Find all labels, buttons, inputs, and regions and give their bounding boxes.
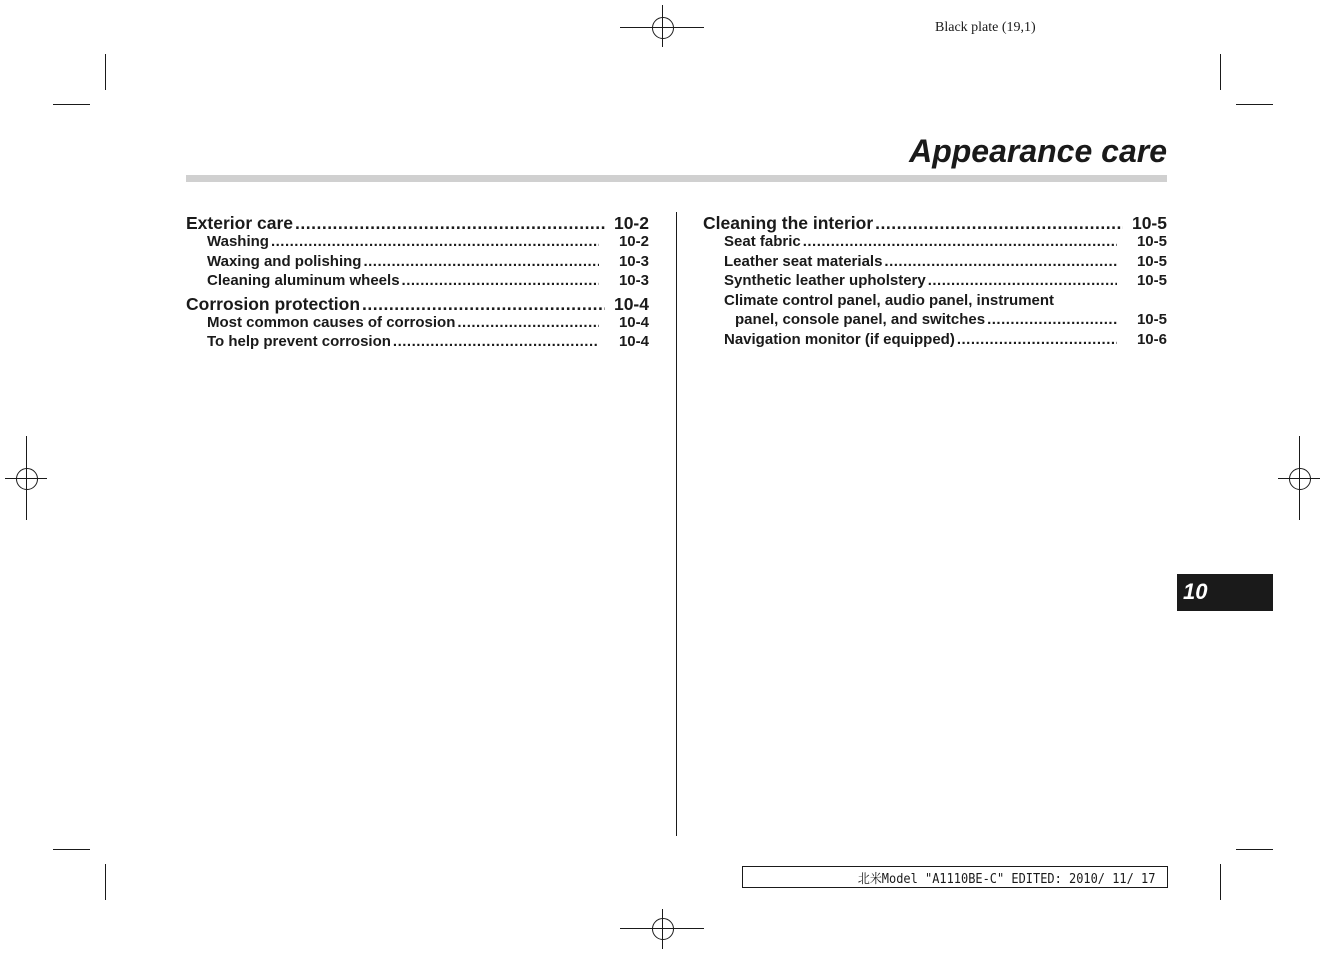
leader-dots — [362, 294, 605, 315]
toc-entry-page: 10-5 — [1136, 252, 1167, 270]
toc-entry[interactable] — [186, 213, 649, 233]
toc-entry-label: Washing — [207, 233, 269, 250]
column-divider — [676, 212, 677, 836]
toc-entry-label: Cleaning the interior — [703, 213, 874, 233]
chapter-tab — [1177, 574, 1273, 611]
toc-entry-page: 10-5 — [1136, 233, 1167, 250]
page-title: Appearance care — [909, 133, 1167, 169]
toc-entry-label: Most common causes of corrosion — [207, 313, 456, 331]
toc-entry[interactable] — [703, 253, 1167, 273]
toc-entry[interactable] — [186, 294, 649, 314]
toc-entry-label: Navigation monitor (if equipped) — [724, 331, 955, 348]
toc-entry[interactable] — [186, 333, 649, 353]
toc-entry[interactable] — [186, 272, 649, 292]
toc-entry-label: Corrosion protection — [186, 293, 361, 314]
toc-entry-label: Climate control panel, audio panel, instrument — [724, 291, 1055, 309]
footer-edit-box — [742, 866, 1168, 888]
toc-right-column — [703, 211, 1167, 351]
footer-text: 北米Model "A1110BE-C" EDITED: 2010/ 11/ 17 — [857, 872, 1155, 887]
leader-dots — [987, 311, 1117, 328]
leader-dots — [271, 233, 599, 250]
toc-entry-label: Waxing and polishing — [207, 252, 362, 270]
toc-entry[interactable] — [703, 331, 1167, 351]
leader-dots — [875, 213, 1123, 234]
toc-entry[interactable] — [186, 314, 649, 334]
toc-entry[interactable] — [703, 292, 1167, 312]
leader-dots — [928, 272, 1117, 289]
leader-dots — [957, 331, 1117, 348]
toc-entry-page: 10-4 — [613, 293, 649, 314]
toc-entry-page: 10-5 — [1131, 213, 1167, 233]
toc-entry-page: 10-4 — [618, 333, 649, 350]
toc-entry-page: 10-3 — [618, 252, 649, 270]
toc-entry[interactable] — [186, 253, 649, 273]
plate-label: Black plate (19,1) — [935, 20, 1036, 35]
leader-dots — [393, 333, 599, 350]
toc-entry-label: To help prevent corrosion — [207, 333, 391, 350]
toc-entry-label: Exterior care — [186, 213, 294, 233]
toc-entry[interactable] — [703, 213, 1167, 233]
toc-entry-label: Seat fabric — [724, 233, 801, 250]
toc-entry-page: 10-4 — [618, 313, 649, 331]
toc-entry[interactable] — [703, 272, 1167, 292]
toc-entry-page: 10-5 — [1136, 311, 1167, 328]
leader-dots — [295, 213, 605, 234]
leader-dots — [803, 233, 1117, 250]
leader-dots — [363, 253, 599, 270]
toc-entry-page: 10-5 — [1136, 272, 1167, 289]
toc-entry-page: 10-6 — [1136, 331, 1167, 348]
toc-entry-label: Cleaning aluminum wheels — [207, 272, 400, 289]
chapter-number: 10 — [1183, 579, 1208, 604]
leader-dots — [402, 272, 599, 289]
leader-dots — [884, 253, 1117, 270]
toc-entry[interactable] — [703, 233, 1167, 253]
leader-dots — [457, 314, 599, 331]
toc-entry-page: 10-2 — [618, 233, 649, 250]
toc-entry-label: Leather seat materials — [724, 252, 883, 270]
title-rule — [186, 175, 1167, 182]
toc-left-column — [186, 211, 649, 353]
toc-entry-continuation[interactable] — [703, 311, 1167, 331]
toc-entry-page: 10-3 — [618, 272, 649, 289]
toc-entry[interactable] — [186, 233, 649, 253]
toc-entry-label: panel, console panel, and switches — [735, 311, 986, 328]
toc-entry-label: Synthetic leather upholstery — [724, 272, 926, 289]
toc-entry-page: 10-2 — [613, 213, 649, 233]
